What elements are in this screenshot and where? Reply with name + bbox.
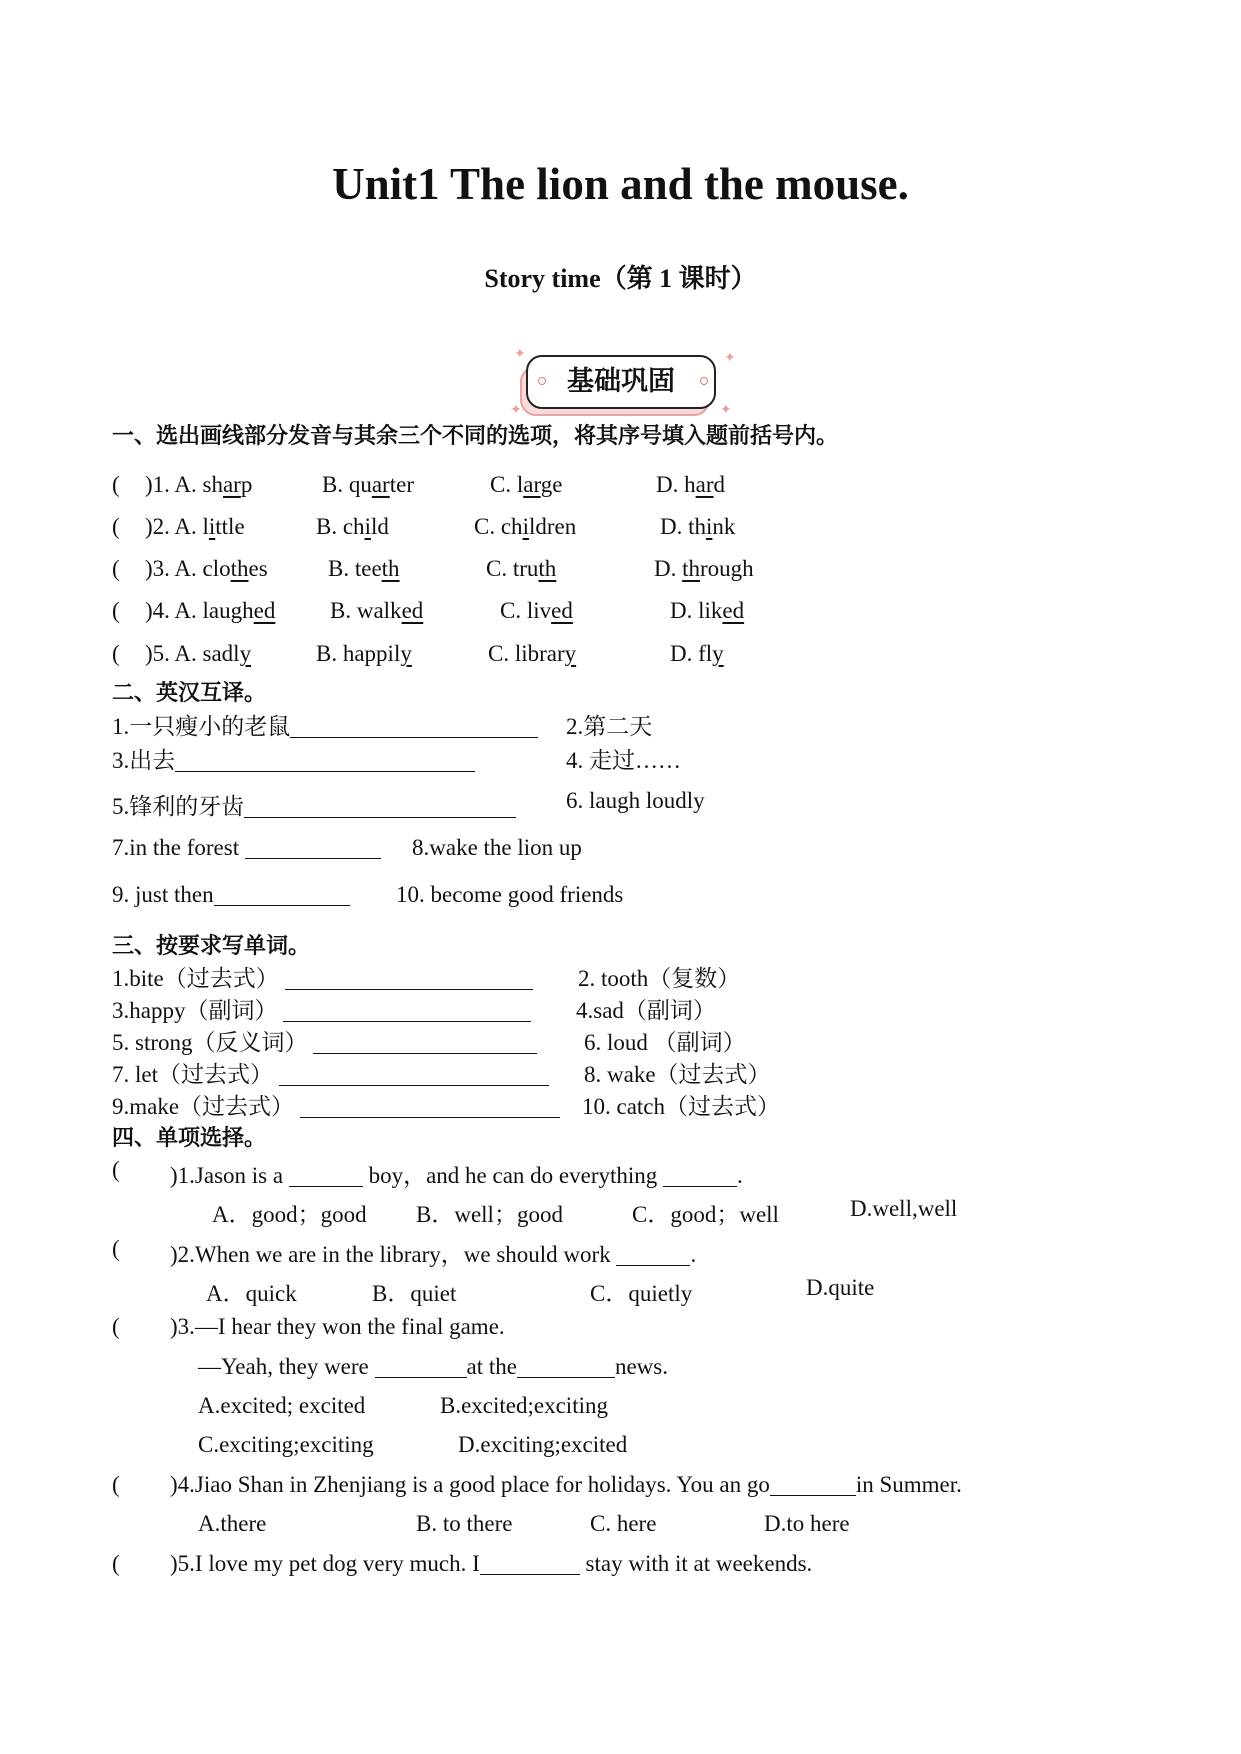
answer-paren[interactable]: ( [112, 641, 120, 666]
translate-item-9: 9. just then [112, 882, 350, 908]
word-item-9: 9.make（过去式） [112, 1088, 560, 1121]
translate-item-1: 1.一只瘦小的老鼠 [112, 708, 538, 741]
phonics-q1-option-c: C. large [490, 472, 563, 497]
choice-q3-paren[interactable]: ( [112, 1314, 120, 1339]
phonics-q5-option-d: D. fly [670, 641, 724, 666]
phonics-q1-option-a: )1. A. sharp [145, 472, 253, 497]
answer-blank[interactable] [279, 1062, 549, 1086]
choice-q3-reply: —Yeah, they were at the news. [198, 1354, 668, 1379]
phonics-q4-option-d: D. liked [670, 598, 745, 623]
translate-item-4: 4. 走过…… [566, 748, 681, 773]
sparkle-icon: ✦ [724, 351, 736, 366]
choice-q4-option-b[interactable]: B. to there [416, 1511, 513, 1536]
choice-q1-option-a[interactable]: A．good；good [212, 1202, 367, 1227]
word-item-3: 3.happy（副词） [112, 992, 531, 1025]
translate-item-10: 10. become good friends [396, 882, 624, 907]
choice-q3-option-b[interactable]: B.excited;exciting [440, 1393, 608, 1418]
choice-q4-option-c[interactable]: C. here [590, 1511, 657, 1536]
answer-blank[interactable] [289, 1163, 363, 1187]
badge-dot-left [538, 377, 546, 385]
answer-blank[interactable] [313, 1030, 537, 1054]
answer-paren[interactable]: ( [112, 514, 120, 539]
word-item-4: 4.sad（副词） [576, 998, 716, 1023]
word-item-1: 1.bite（过去式） [112, 960, 533, 993]
answer-blank[interactable] [285, 966, 533, 990]
phonics-q2-option-b: B. child [316, 514, 389, 539]
choice-q3-option-c[interactable]: C.exciting;exciting [198, 1432, 374, 1457]
phonics-q3-option-c: C. truth [486, 556, 557, 581]
translate-item-3: 3.出去 [112, 742, 475, 775]
choice-q1: )1.Jason is a boy，and he can do everything . [170, 1163, 743, 1188]
phonics-q2-option-c: C. children [474, 514, 577, 539]
answer-blank[interactable] [283, 998, 531, 1022]
word-item-5: 5. strong（反义词） [112, 1024, 537, 1057]
choice-q4-paren[interactable]: ( [112, 1472, 120, 1497]
choice-q2-option-c[interactable]: C．quietly [590, 1281, 693, 1306]
sparkle-icon: ✦ [514, 347, 526, 362]
translate-item-7: 7.in the forest [112, 835, 381, 861]
choice-q2: )2.When we are in the library，we should work . [170, 1242, 697, 1267]
choice-q2-option-b[interactable]: B．quiet [372, 1281, 457, 1306]
word-item-10: 10. catch（过去式） [582, 1094, 781, 1119]
translate-item-2: 2.第二天 [566, 714, 653, 739]
phonics-q3-option-b: B. teeth [328, 556, 400, 581]
choice-q1-option-b[interactable]: B．well；good [416, 1202, 563, 1227]
badge-dot-right [700, 377, 708, 385]
page-subtitle: Story time（第 1 课时） [484, 264, 757, 293]
sparkle-icon: ✦ [510, 403, 522, 418]
translate-item-6: 6. laugh loudly [566, 788, 705, 813]
section4-heading: 四、单项选择。 [112, 1126, 267, 1151]
phonics-q5-option-b: B. happily [316, 641, 412, 666]
answer-blank[interactable] [480, 1551, 580, 1575]
choice-q2-option-a[interactable]: A．quick [206, 1281, 297, 1306]
choice-q1-paren[interactable]: ( [112, 1157, 120, 1182]
answer-blank[interactable] [290, 714, 538, 738]
answer-blank[interactable] [663, 1163, 737, 1187]
translate-item-5: 5.锋利的牙齿 [112, 788, 516, 821]
answer-blank[interactable] [375, 1354, 467, 1378]
phonics-q3-option-a: )3. A. clothes [145, 556, 268, 581]
section2-heading: 二、英汉互译。 [112, 681, 267, 706]
choice-q1-option-c[interactable]: C．good；well [632, 1202, 779, 1227]
word-item-6: 6. loud （副词） [584, 1030, 746, 1055]
answer-blank[interactable] [770, 1472, 856, 1496]
phonics-q4-option-c: C. lived [500, 598, 573, 623]
phonics-q4-option-a: )4. A. laughed [145, 598, 276, 623]
choice-q4-option-d[interactable]: D.to here [764, 1511, 850, 1536]
phonics-q2-option-a: )2. A. little [145, 514, 245, 539]
sparkle-icon: ✦ [720, 403, 732, 418]
answer-blank[interactable] [214, 882, 350, 906]
answer-blank[interactable] [616, 1242, 690, 1266]
phonics-q5-option-c: C. library [488, 641, 577, 666]
phonics-q4-option-b: B. walked [330, 598, 424, 623]
choice-q2-paren[interactable]: ( [112, 1236, 120, 1261]
choice-q1-option-d[interactable]: D.well,well [850, 1196, 958, 1221]
badge-label: 基础巩固 [526, 355, 716, 409]
answer-paren[interactable]: ( [112, 472, 120, 497]
answer-blank[interactable] [517, 1354, 615, 1378]
choice-q5-paren[interactable]: ( [112, 1551, 120, 1576]
page-title: Unit1 The lion and the mouse. [332, 159, 909, 209]
choice-q2-option-d[interactable]: D.quite [806, 1275, 875, 1300]
answer-paren[interactable]: ( [112, 556, 120, 581]
answer-blank[interactable] [244, 794, 516, 818]
phonics-q1-option-d: D. hard [656, 472, 725, 497]
word-item-2: 2. tooth（复数） [578, 966, 741, 991]
choice-q4-option-a[interactable]: A.there [198, 1511, 267, 1536]
word-item-8: 8. wake（过去式） [584, 1062, 771, 1087]
answer-paren[interactable]: ( [112, 598, 120, 623]
phonics-q5-option-a: )5. A. sadly [145, 641, 252, 666]
word-item-7: 7. let（过去式） [112, 1056, 549, 1089]
choice-q3: )3.—I hear they won the final game. [170, 1314, 505, 1339]
phonics-q2-option-d: D. think [660, 514, 736, 539]
translate-item-8: 8.wake the lion up [412, 835, 582, 860]
choice-q3-option-d[interactable]: D.exciting;excited [458, 1432, 628, 1457]
section-badge [510, 347, 738, 420]
phonics-q1-option-b: B. quarter [322, 472, 414, 497]
choice-q5: )5.I love my pet dog very much. I stay with it at weekends. [170, 1551, 813, 1576]
section3-heading: 三、按要求写单词。 [112, 934, 311, 959]
answer-blank[interactable] [245, 835, 381, 859]
phonics-q3-option-d: D. through [654, 556, 754, 581]
answer-blank[interactable] [300, 1094, 560, 1118]
choice-q3-option-a[interactable]: A.excited; excited [198, 1393, 366, 1418]
choice-q4: )4.Jiao Shan in Zhenjiang is a good place for holidays. You an go in Summer. [170, 1472, 962, 1497]
answer-blank[interactable] [175, 748, 475, 772]
section1-heading: 一、选出画线部分发音与其余三个不同的选项，将其序号填入题前括号内。 [112, 424, 839, 449]
